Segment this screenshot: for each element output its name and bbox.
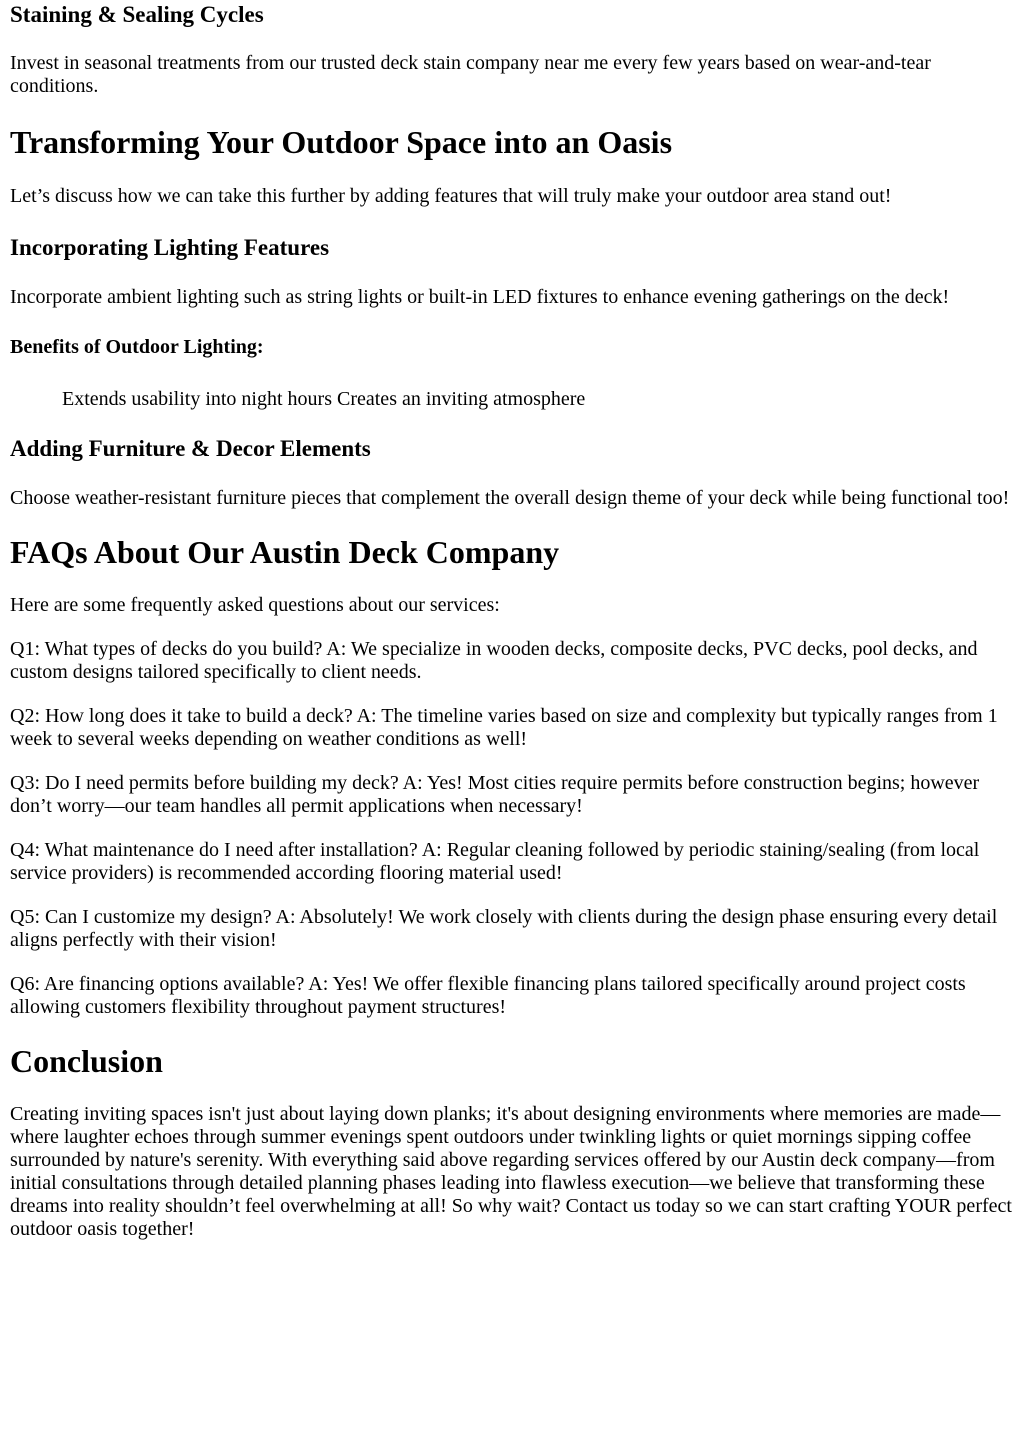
lighting-heading: Incorporating Lighting Features — [10, 235, 330, 260]
staining-paragraph: Invest in seasonal treatments from our trusted deck stain company near me every few years based on wear-and-tear conditions. — [10, 52, 931, 97]
benefits-list — [10, 388, 1014, 411]
transform-heading: Transforming Your Outdoor Space into an Oasis — [10, 124, 673, 160]
faq-item: Q1: What types of decks do you build? A: We specialize in wooden decks, composite decks, PVC decks, pool decks, and custom designs tailored specifically to client needs. — [10, 638, 978, 683]
lighting-paragraph: Incorporate ambient lighting such as string lights or built-in LED fixtures to enhance evening gatherings on the deck! — [10, 286, 950, 308]
faqs-intro: Here are some frequently asked questions about our services: — [10, 594, 500, 616]
benefits-heading: Benefits of Outdoor Lighting: — [10, 336, 264, 358]
furniture-paragraph: Choose weather-resistant furniture pieces that complement the overall design theme of your deck while being functional too! — [10, 487, 1010, 509]
conclusion-paragraph: Creating inviting spaces isn't just about laying down planks; it's about designing environments where memories are made—where laughter echoes through summer evenings spent outdoors under twinkling lights or quiet mornings sipping coffee surrounded by nature's serenity. With everything said above regarding services offered by our Austin deck company—from initial consultations through detailed planning phases leading into flawless execution—we believe that transforming these dreams into reality shouldn’t feel overwhelming at all! So why wait? Contact us today so we can start crafting YOUR perfect outdoor oasis together! — [10, 1103, 1012, 1240]
faq-item: Q4: What maintenance do I need after installation? A: Regular cleaning followed by periodic staining/sealing (from local service providers) is recommended according flooring material used! — [10, 839, 980, 884]
benefit-item: Extends usability into night hours — [62, 388, 332, 410]
conclusion-heading: Conclusion — [10, 1043, 163, 1079]
staining-heading: Staining & Sealing Cycles — [10, 2, 264, 27]
faq-item: Q2: How long does it take to build a deck? A: The timeline varies based on size and complexity but typically ranges from 1 week to several weeks depending on weather conditions as well! — [10, 705, 998, 750]
transform-paragraph: Let’s discuss how we can take this further by adding features that will truly make your outdoor area stand out! — [10, 185, 892, 207]
faq-item: Q5: Can I customize my design? A: Absolutely! We work closely with clients during the design phase ensuring every detail aligns perfectly with their vision! — [10, 906, 998, 951]
faqs-heading: FAQs About Our Austin Deck Company — [10, 534, 560, 570]
faq-item: Q3: Do I need permits before building my deck? A: Yes! Most cities require permits before construction begins; however don’t worry—our team handles all permit applications when necessary! — [10, 772, 980, 817]
furniture-heading: Adding Furniture & Decor Elements — [10, 436, 371, 461]
benefit-item: Creates an inviting atmosphere — [337, 388, 586, 410]
faq-item: Q6: Are financing options available? A: Yes! We offer flexible financing plans tailored specifically around project costs allowing customers flexibility throughout payment structures! — [10, 973, 966, 1018]
